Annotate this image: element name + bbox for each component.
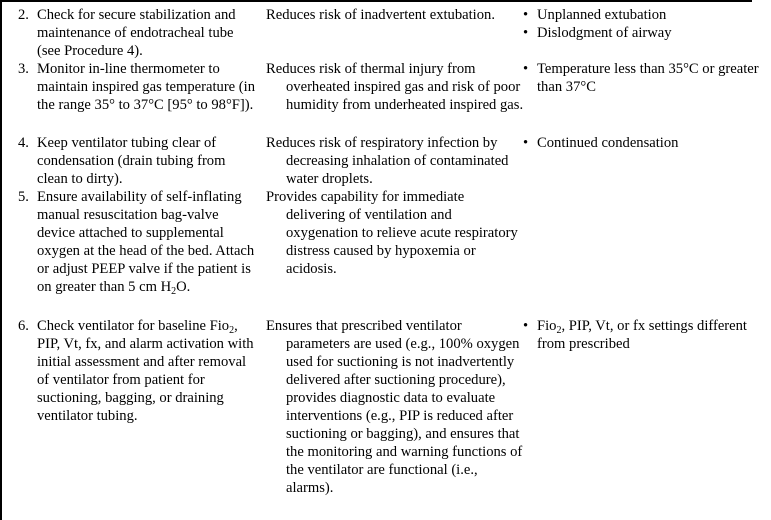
action-cell: [18, 6, 258, 60]
outcome-item: • Unplanned extubation: [523, 7, 667, 23]
action-cell: [18, 317, 258, 425]
bullet-icon: •: [523, 135, 529, 151]
outcomes-cell: [523, 6, 768, 42]
bullet-icon: •: [523, 61, 529, 77]
action-cell: [18, 188, 258, 296]
step-action: Monitor in-line thermometer to maintain inspired gas temperature (in the range 35° to 37°C [95° to 98°F]).: [37, 61, 256, 113]
table-left-border: [0, 0, 2, 520]
outcome-item: • Dislodgment of airway: [523, 25, 672, 41]
rationale-cell: Ensures that prescribed ventilator parameters are used (e.g., 100% oxygen used for suctioning is not inadvertently delivered after suctioning procedure), provides diagnostic data to evaluate interventions (e.g., PIP is reduced after suctioning or bagging), and ensures that the monitoring and warning functions of the ventilator are functional (i.e., alarms).: [266, 318, 523, 496]
outcome-item: • Continued condensation: [523, 135, 679, 151]
outcome-item: • Fio$_2$, PIP, Vt, or fx settings different from prescribed: [523, 318, 747, 352]
step-action: Check ventilator for baseline Fio$_2$, PIP, Vt, fx, and alarm activation with initial assessment and after removal of ventilator from patient for suctioning, bagging, or draining ventilator tubing.: [37, 318, 254, 424]
step-number: 3.: [18, 61, 29, 77]
outcome-item: • Temperature less than 35°C or greater than 37°C: [523, 61, 759, 95]
table-top-border: [0, 0, 752, 2]
action-cell: [18, 134, 258, 188]
bullet-icon: •: [523, 318, 529, 334]
action-cell: [18, 60, 258, 114]
bullet-icon: •: [523, 7, 529, 23]
step-action: Keep ventilator tubing clear of condensation (drain tubing from clean to dirty).: [37, 135, 226, 187]
bullet-icon: •: [523, 25, 529, 41]
step-action: Ensure availability of self-inflating manual resuscitation bag-valve device attached to supplemental oxygen at the head of the bed. Attach or adjust PEEP valve if the patient is on greater than 5 cm $H_2O$.: [37, 189, 255, 297]
outcomes-cell: [523, 317, 768, 353]
step-number: 5.: [18, 189, 29, 205]
rationale-cell: Reduces risk of inadvertent extubation.: [266, 7, 495, 23]
outcomes-cell: [523, 60, 768, 96]
step-number: 4.: [18, 135, 29, 151]
rationale-cell: Provides capability for immediate delivering of ventilation and oxygenation to relieve acute respiratory distress caused by hypoxemia or acidosis.: [266, 189, 518, 277]
step-number: 6.: [18, 318, 29, 334]
rationale-cell: Reduces risk of thermal injury from overheated inspired gas and risk of poor humidity from underheated inspired gas.: [266, 61, 524, 113]
outcomes-cell: [523, 134, 768, 152]
rationale-cell: Reduces risk of respiratory infection by decreasing inhalation of contaminated water droplets.: [266, 135, 509, 187]
step-action: Check for secure stabilization and maintenance of endotracheal tube (see Procedure 4).: [37, 7, 236, 59]
step-number: 2.: [18, 7, 29, 23]
